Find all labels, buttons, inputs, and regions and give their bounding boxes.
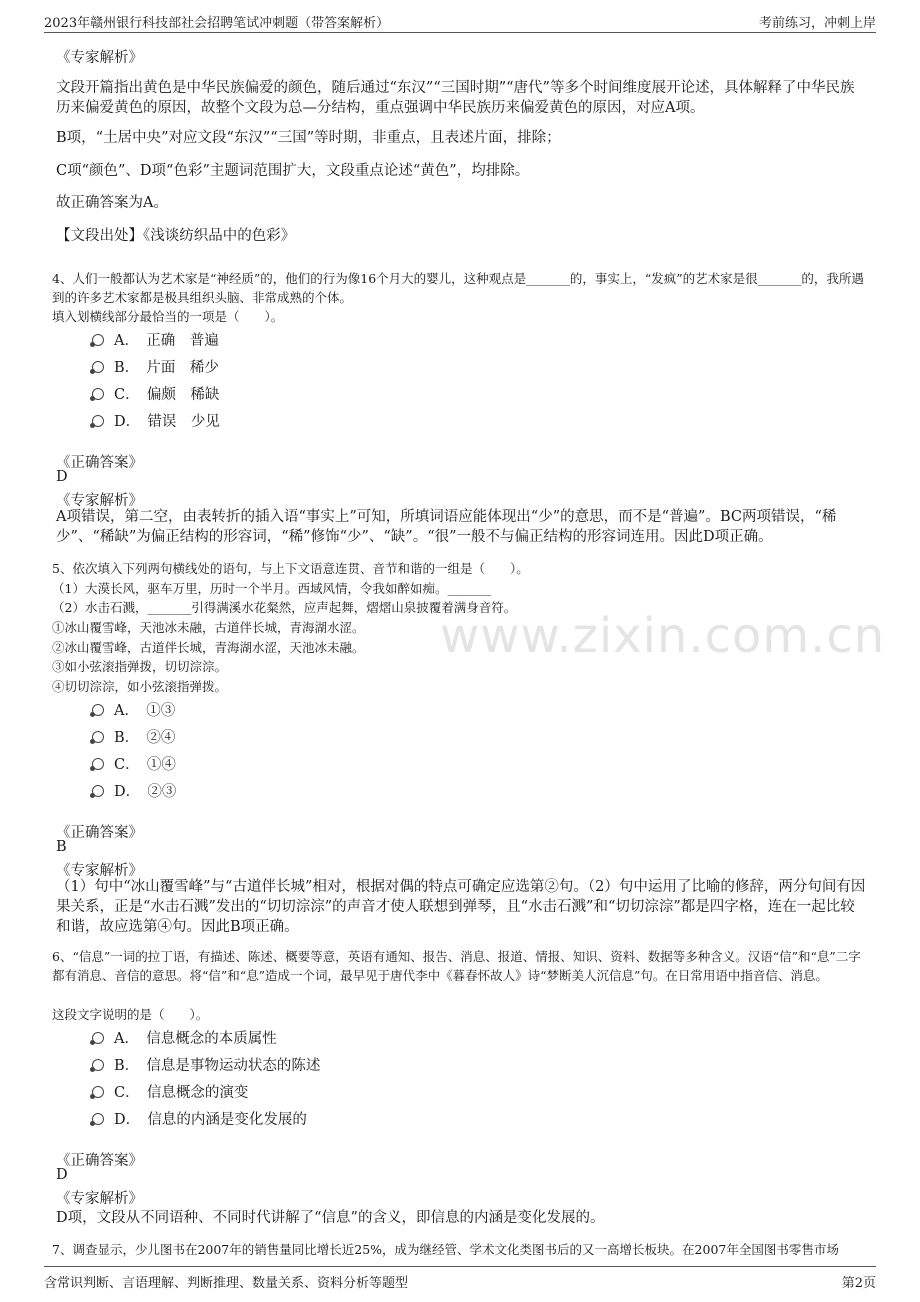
- watermark: www.zixin.com.cn: [440, 608, 886, 664]
- q5-line-1: （1）大漠长风，驱车万里，历时一个半月。西域风情，令我如醉如痴。_______: [52, 581, 492, 596]
- q4-analysis: A项错误，第二空，由表转折的插入语“事实上”可知，所填词语应能体现出“少”的意思，而不是“普遍”。BC两项错误，“稀少”、“稀缺”为偏正结构的形容词，“稀”修饰“少”、“缺”。“很”一般不与偏正结构的形容词连用。因此D项正确。: [56, 509, 837, 545]
- page-footer: [44, 1266, 876, 1291]
- q7-stem: 7、调查显示，少儿图书在2007年的销售量同比增长近25%，成为继经管、学术文化类图书后的又一高增长板块。在2007年全国图书零售市场: [52, 1242, 839, 1257]
- q6-answer-heading: 《正确答案》: [56, 1153, 143, 1169]
- q6-stem: 6、“信息”一词的拉丁语，有描述、陈述、概要等意，英语有通知、报告、消息、报道、情报、知识、资料、数据等多种含义。汉语“信”和“息”二字都有消息、音信的意思。将“信”和“息”造成一个词，最早见于唐代李中《暮春怀故人》诗“梦断美人沉信息”句。在日常用语中指音信、消息。: [52, 949, 861, 983]
- q5-line-3: ①冰山覆雪峰，天池冰未融，古道伴长城，青海湖水涩。: [52, 620, 365, 635]
- q5-analysis: （1）句中“冰山覆雪峰”与“古道伴长城”相对，根据对偶的特点可确定应选第②句。（2）句中运用了比喻的修辞，两分句间有因果关系，正是“水击石溅”发出的“切切淙淙”的声音才使人联想到弹琴，且“水击石溅”和“切切淙淙”都是四字格，连在一起比较和谐，故应选第④句。因此B项正确。: [56, 879, 866, 935]
- radio-icon[interactable]: [92, 1059, 104, 1071]
- q6-analysis-heading: 《专家解析》: [56, 1191, 143, 1207]
- q6-analysis: D项，文段从不同语种、不同时代讲解了“信息”的含义，即信息的内涵是变化发展的。: [56, 1210, 605, 1226]
- q3-analysis-para3: C项“颜色”、D项“色彩”主题词范围扩大，文段重点论述“黄色”，均排除。: [56, 163, 530, 179]
- q3-analysis-para4: 故正确答案为A。: [56, 195, 168, 211]
- footer-topics: 含常识判断、言语理解、判断推理、数量关系、资料分析等题型: [44, 1276, 409, 1291]
- q4-prompt: 填入划横线部分最恰当的一项是（ ）。: [52, 309, 284, 324]
- radio-icon[interactable]: [92, 1086, 104, 1098]
- radio-icon[interactable]: [92, 758, 104, 770]
- header-title: 2023年赣州银行科技部社会招聘笔试冲刺题（带答案解析）: [44, 16, 390, 31]
- q6-option-b[interactable]: B． 信息是事物运动状态的陈述: [92, 1054, 320, 1075]
- radio-icon[interactable]: [92, 1113, 104, 1125]
- radio-icon[interactable]: [92, 704, 104, 716]
- q4-option-b[interactable]: B． 片面 稀少: [92, 356, 219, 377]
- q4-answer-heading: 《正确答案》: [56, 455, 143, 471]
- q5-stem: 5、依次填入下列两句横线处的语句，与上下文语意连贯、音节和谐的一组是（ ）。: [52, 561, 529, 576]
- header-slogan: 考前练习，冲刺上岸: [758, 16, 876, 31]
- q5-option-d[interactable]: D． ②③: [92, 780, 176, 801]
- q5-answer-heading: 《正确答案》: [56, 825, 143, 841]
- page-number: 第2页: [841, 1276, 876, 1291]
- q5-analysis-heading: 《专家解析》: [56, 863, 143, 879]
- q6-option-a[interactable]: A． 信息概念的本质属性: [92, 1027, 277, 1048]
- q6-option-c[interactable]: C． 信息概念的演变: [92, 1081, 248, 1102]
- q3-analysis-heading: 《专家解析》: [56, 50, 143, 66]
- radio-icon[interactable]: [92, 785, 104, 797]
- q4-option-c[interactable]: C． 偏颇 稀缺: [92, 383, 219, 404]
- page-header: [44, 10, 876, 33]
- q5-option-c[interactable]: C． ①④: [92, 753, 176, 774]
- q3-analysis-para2: B项，“土居中央”对应文段“东汉”“三国”等时期，非重点，且表述片面，排除；: [56, 130, 561, 146]
- radio-icon[interactable]: [92, 388, 104, 400]
- radio-icon[interactable]: [92, 1032, 104, 1044]
- q5-option-a[interactable]: A． ①③: [92, 699, 175, 720]
- q5-line-2: （2）水击石溅，_______引得满溪水花粲然，应声起舞，熠熠山泉披覆着满身音符。: [52, 600, 517, 615]
- radio-icon[interactable]: [92, 415, 104, 427]
- q4-option-a[interactable]: A． 正确 普遍: [92, 329, 219, 350]
- radio-icon[interactable]: [92, 334, 104, 346]
- radio-icon[interactable]: [92, 731, 104, 743]
- q5-line-4: ②冰山覆雪峰，古道伴长城，青海湖水涩，天池冰未融。: [52, 640, 365, 655]
- q5-line-6: ④切切淙淙，如小弦滚指弹拨。: [52, 679, 228, 694]
- q6-prompt: 这段文字说明的是（ ）。: [52, 1007, 209, 1022]
- q5-option-b[interactable]: B． ②④: [92, 726, 175, 747]
- q6-option-d[interactable]: D． 信息的内涵是变化发展的: [92, 1108, 307, 1129]
- q5-line-5: ③如小弦滚指弹拨，切切淙淙。: [52, 659, 228, 674]
- q5-answer: B: [56, 839, 67, 855]
- q6-answer: D: [56, 1167, 68, 1183]
- q3-analysis-para1: 文段开篇指出黄色是中华民族偏爱的颜色，随后通过“东汉”“三国时期”“唐代”等多个时间维度展开论述，具体解释了中华民族历来偏爱黄色的原因，故整个文段为总—分结构，重点强调中华民族历来偏爱黄色的原因，对应A项。: [56, 80, 855, 116]
- q3-source: 【文段出处】《浅谈纺织品中的色彩》: [56, 228, 296, 244]
- q4-analysis-heading: 《专家解析》: [56, 493, 143, 509]
- q4-stem: 4、人们一般都认为艺术家是“神经质”的，他们的行为像16个月大的婴儿，这种观点是_______的，事实上，“发疯”的艺术家是很_______的，我所遇到的许多艺术家都是极具组织头脑、非常成熟的个体。: [52, 271, 864, 305]
- q4-option-d[interactable]: D． 错误 少见: [92, 410, 220, 431]
- q4-answer: D: [56, 469, 68, 485]
- radio-icon[interactable]: [92, 361, 104, 373]
